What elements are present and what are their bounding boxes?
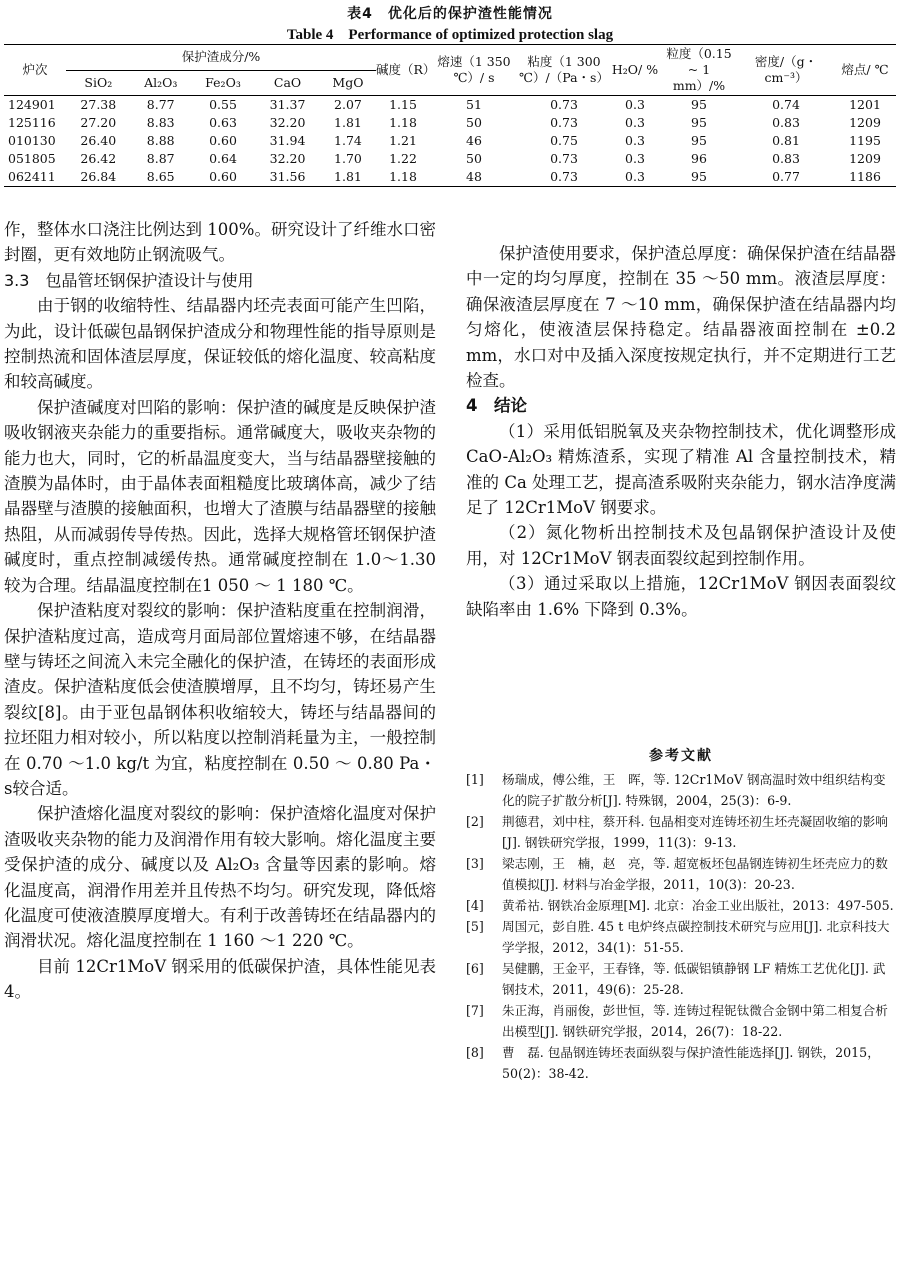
reference-number: [7]	[466, 1003, 484, 1018]
table-cell: 1201	[849, 97, 881, 112]
table-row	[4, 150, 896, 168]
table-row	[4, 132, 896, 150]
left-column	[4, 217, 436, 1005]
table-cell: 0.3	[625, 169, 645, 184]
table-cell: 8.88	[146, 133, 175, 148]
header-al2o3: Al₂O₃	[144, 74, 178, 90]
table-cell: 50	[466, 151, 482, 166]
table-cell: 0.77	[772, 169, 800, 184]
conclusion-item: （3）通过采取以上措施，12Cr1MoV 钢因表面裂纹缺陷率由 1.6% 下降到 0.3%。	[466, 574, 896, 619]
table-cell: 0.83	[772, 115, 800, 130]
table-cell: 48	[466, 169, 482, 184]
paragraph: 保护渣碱度对凹陷的影响：保护渣的碱度是反映保护渣吸收钢液夹杂能力的重要指标。通常碱度大，吸收夹杂物的能力也大，同时，它的析晶温度变大，当与结晶器壁接触的渣膜为晶体时，由于晶体表面粗糙度比玻璃体高，减少了结晶器壁与渣膜的接触面积，也增大了渣膜与结晶器壁的接触热阻，从而减弱传导传热。因此，选择大规格管坯钢保护渣碱度时，重点控制减缓传热。通常碱度控制在 1.0～1.30 较为合理。结晶温度控制在1 050 ～ 1 180 ℃。	[4, 397, 436, 595]
header-heat: 炉次	[22, 62, 48, 77]
table-cell: 010130	[8, 133, 56, 148]
table-cell: 1.81	[334, 169, 362, 184]
header-mgo: MgO	[332, 74, 364, 90]
reference-item	[466, 811, 898, 853]
reference-item	[466, 916, 898, 958]
table-cell: 1186	[849, 169, 881, 184]
conclusion-item: （2）氮化物析出控制技术及包晶钢保护渣设计及使用，对 12Cr1MoV 钢表面裂纹起到控制作用。	[466, 523, 896, 568]
table-cell: 26.84	[80, 169, 117, 184]
paragraph: 保护渣粘度对裂纹的影响：保护渣粘度重在控制润滑，保护渣粘度过高，造成弯月面局部位置熔速不够，在结晶器壁与铸坯之间流入未完全融化的保护渣，在铸坯的表面形成渣皮。保护渣粘度低会使渣膜增厚，且不均匀，铸坯易产生裂纹[8]。由于亚包晶钢体积收缩较大，铸坯与结晶器间的拉坯阻力相对较小，所以粘度以控制消耗量为主，一般控制在 0.70 ～1.0 kg/t 为宜，粘度控制在 0.50 ～ 0.80 Pa・s较合适。	[4, 601, 436, 798]
header-density: 密度/（g・cm⁻³）	[754, 54, 818, 85]
table-row	[4, 114, 896, 132]
table-cell: 125116	[8, 115, 56, 130]
header-cao: CaO	[273, 74, 302, 90]
table-cell: 0.75	[550, 133, 578, 148]
table-cell: 0.73	[550, 115, 578, 130]
table-cell: 0.60	[209, 133, 237, 148]
reference-text: 荆德君，刘中柱，蔡开科. 包晶相变对连铸坯初生坯壳凝固收缩的影响[J]. 钢铁研究学报，1999，11(3)：9-13.	[502, 814, 888, 850]
reference-number: [6]	[466, 961, 484, 976]
table-cell: 32.20	[269, 151, 306, 166]
table-cell: 95	[691, 169, 707, 184]
section-heading-4: 4 结论	[466, 396, 527, 416]
table-cell: 0.74	[772, 97, 800, 112]
table-cell: 1.81	[334, 115, 362, 130]
table-cell: 27.20	[80, 115, 117, 130]
table-cell: 8.77	[146, 97, 175, 112]
table-cell: 1.74	[334, 133, 362, 148]
table-cell: 96	[691, 151, 707, 166]
table-cell: 0.73	[550, 151, 578, 166]
table-cell: 8.83	[146, 115, 175, 130]
header-composition: 保护渣成分/%	[66, 45, 376, 71]
table-cell: 50	[466, 115, 482, 130]
table-cell: 1209	[849, 115, 881, 130]
table-cell: 51	[466, 97, 482, 112]
table-cell: 8.65	[146, 169, 175, 184]
references-list	[466, 769, 898, 1084]
reference-item	[466, 958, 898, 1000]
reference-number: [4]	[466, 898, 484, 913]
table-title-cn: 表4 优化后的保护渣性能情况	[347, 6, 553, 22]
table-cell: 0.3	[625, 151, 645, 166]
table-cell: 1209	[849, 151, 881, 166]
table-cell: 1.15	[389, 97, 417, 112]
table-cell: 8.87	[146, 151, 175, 166]
table-cell: 0.73	[550, 169, 578, 184]
table-cell: 0.64	[209, 151, 237, 166]
table-cell: 0.73	[550, 97, 578, 112]
table-cell: 0.63	[209, 115, 237, 130]
reference-text: 梁志刚，王 楠，赵 亮，等. 超宽板坯包晶钢连铸初生坯壳应力的数值模拟[J]. 材料与冶金学报，2011，10(3)：20-23.	[502, 856, 888, 892]
table-cell: 1195	[849, 133, 881, 148]
header-melt-point: 熔点/ ℃	[841, 62, 889, 77]
reference-number: [8]	[466, 1045, 484, 1060]
reference-item	[466, 853, 898, 895]
paragraph: 由于钢的收缩特性、结晶器内坯壳表面可能产生凹陷，为此，设计低碳包晶钢保护渣成分和物理性能的指导原则是控制热流和固体渣层厚度，保证较低的熔化温度、较高粘度和较高碱度。	[4, 296, 436, 392]
reference-item	[466, 769, 898, 811]
table-cell: 0.60	[209, 169, 237, 184]
reference-text: 杨瑞成，傅公维，王 晖，等. 12Cr1MoV 钢高温时效中组织结构变化的院子扩散分析[J]. 特殊钢，2004，25(3)：6-9.	[502, 772, 886, 808]
table-cell: 0.81	[772, 133, 800, 148]
conclusion-item: （1）采用低铝脱氧及夹杂物控制技术，优化调整形成 CaO-Al₂O₃ 精炼渣系，实现了精准 Al 含量控制技术，精准的 Ca 处理工艺，提高渣系吸附夹杂能力，钢水洁净度满足了 12Cr1MoV 钢要求。	[466, 421, 896, 518]
reference-number: [3]	[466, 856, 484, 871]
reference-item	[466, 1042, 898, 1084]
slag-performance-table	[4, 44, 896, 187]
table-cell: 1.70	[334, 151, 362, 166]
table-cell: 0.83	[772, 151, 800, 166]
table-row	[4, 96, 896, 115]
table-cell: 26.40	[80, 133, 117, 148]
table-cell: 32.20	[269, 115, 306, 130]
table-cell: 062411	[8, 169, 56, 184]
paragraph: 目前 12Cr1MoV 钢采用的低碳保护渣，具体性能见表 4。	[4, 956, 436, 1002]
table-cell: 0.3	[625, 133, 645, 148]
reference-text: 周国元，彭自胜. 45 t 电炉终点碳控制技术研究与应用[J]. 北京科技大学学报，2012，34(1)：51-55.	[502, 919, 890, 955]
reference-item	[466, 1000, 898, 1042]
table-cell: 0.55	[209, 97, 237, 112]
header-melt-speed: 熔速（1 350 ℃）/ s	[437, 54, 511, 85]
paragraph: 作，整体水口浇注比例达到 100%。研究设计了纤维水口密封圈，更有效地防止钢流吸气。	[4, 220, 436, 265]
header-fe2o3: Fe₂O₃	[205, 74, 241, 90]
header-basicity: 碱度（R）	[376, 62, 436, 77]
table-cell: 0.3	[625, 97, 645, 112]
header-water: H₂O/ %	[611, 62, 659, 77]
table-cell: 1.18	[389, 115, 417, 130]
table-cell: 95	[691, 97, 707, 112]
header-viscosity: 粘度（1 300 ℃）/（Pa・s）	[519, 54, 609, 85]
reference-text: 曹 磊. 包晶钢连铸坯表面纵裂与保护渣性能选择[J]. 钢铁，2015，50(2)：38-42.	[502, 1045, 880, 1081]
table-cell: 051805	[8, 151, 56, 166]
header-granularity: 粒度（0.15 ~ 1 mm）/%	[666, 46, 732, 93]
reference-number: [2]	[466, 814, 484, 829]
table-cell: 26.42	[80, 151, 117, 166]
table-cell: 1.22	[389, 151, 417, 166]
paragraph: 保护渣熔化温度对裂纹的影响：保护渣熔化温度对保护渣吸收夹杂物的能力及润滑作用有较大影响。熔化温度主要受保护渣的成分、碱度以及 Al₂O₃ 含量等因素的影响。熔化温度高，润滑作用差并且传热不均匀。研究发现，降低熔化温度可使液渣膜厚度增大。有利于改善铸坯在结晶器内的润滑状况。熔化温度控制在 1 160 ～1 220 ℃。	[4, 804, 436, 951]
reference-number: [1]	[466, 772, 484, 787]
table-cell: 1.18	[389, 169, 417, 184]
table-cell: 31.94	[269, 133, 306, 148]
table-cell: 2.07	[334, 97, 362, 112]
reference-item	[466, 895, 898, 916]
table-cell: 95	[691, 115, 707, 130]
header-sio2: SiO₂	[84, 74, 113, 90]
reference-text: 吴健鹏，王金平，王春锋，等. 低碳铝镇静钢 LF 精炼工艺优化[J]. 武钢技术，2011，49(6)：25-28.	[502, 961, 886, 997]
table-cell: 31.56	[269, 169, 306, 184]
reference-number: [5]	[466, 919, 484, 934]
table-cell: 124901	[8, 97, 56, 112]
table-cell: 31.37	[269, 97, 306, 112]
reference-text: 朱正海，肖丽俊，彭世恒，等. 连铸过程铌钛微合金钢中第二相复合析出模型[J]. 钢铁研究学报，2014，26(7)：18-22.	[502, 1003, 888, 1039]
table-row	[4, 168, 896, 187]
references-title: 参考文献	[649, 748, 713, 764]
section-heading-3-3: 3.3 包晶管坯钢保护渣设计与使用	[4, 270, 254, 290]
table-cell: 0.3	[625, 115, 645, 130]
table-cell: 1.21	[389, 133, 417, 148]
table-title-en: Table 4 Performance of optimized protection slag	[286, 27, 614, 43]
reference-text: 黄希祜. 钢铁冶金原理[M]. 北京：冶金工业出版社，2013：497-505.	[502, 898, 894, 913]
paragraph: 保护渣使用要求，保护渣总厚度：确保保护渣在结晶器中一定的均匀厚度，控制在 35 ～50 mm。液渣层厚度：确保液渣层厚度在 7 ～10 mm，确保保护渣在结晶器内均匀熔化，使液渣层保持稳定。结晶器液面控制在 ±0.2 mm，水口对中及插入深度按规定执行，并不定期进行工艺检查。	[466, 244, 896, 391]
table-cell: 95	[691, 133, 707, 148]
table-cell: 27.38	[80, 97, 117, 112]
table-cell: 46	[466, 133, 482, 148]
right-column	[466, 241, 896, 622]
